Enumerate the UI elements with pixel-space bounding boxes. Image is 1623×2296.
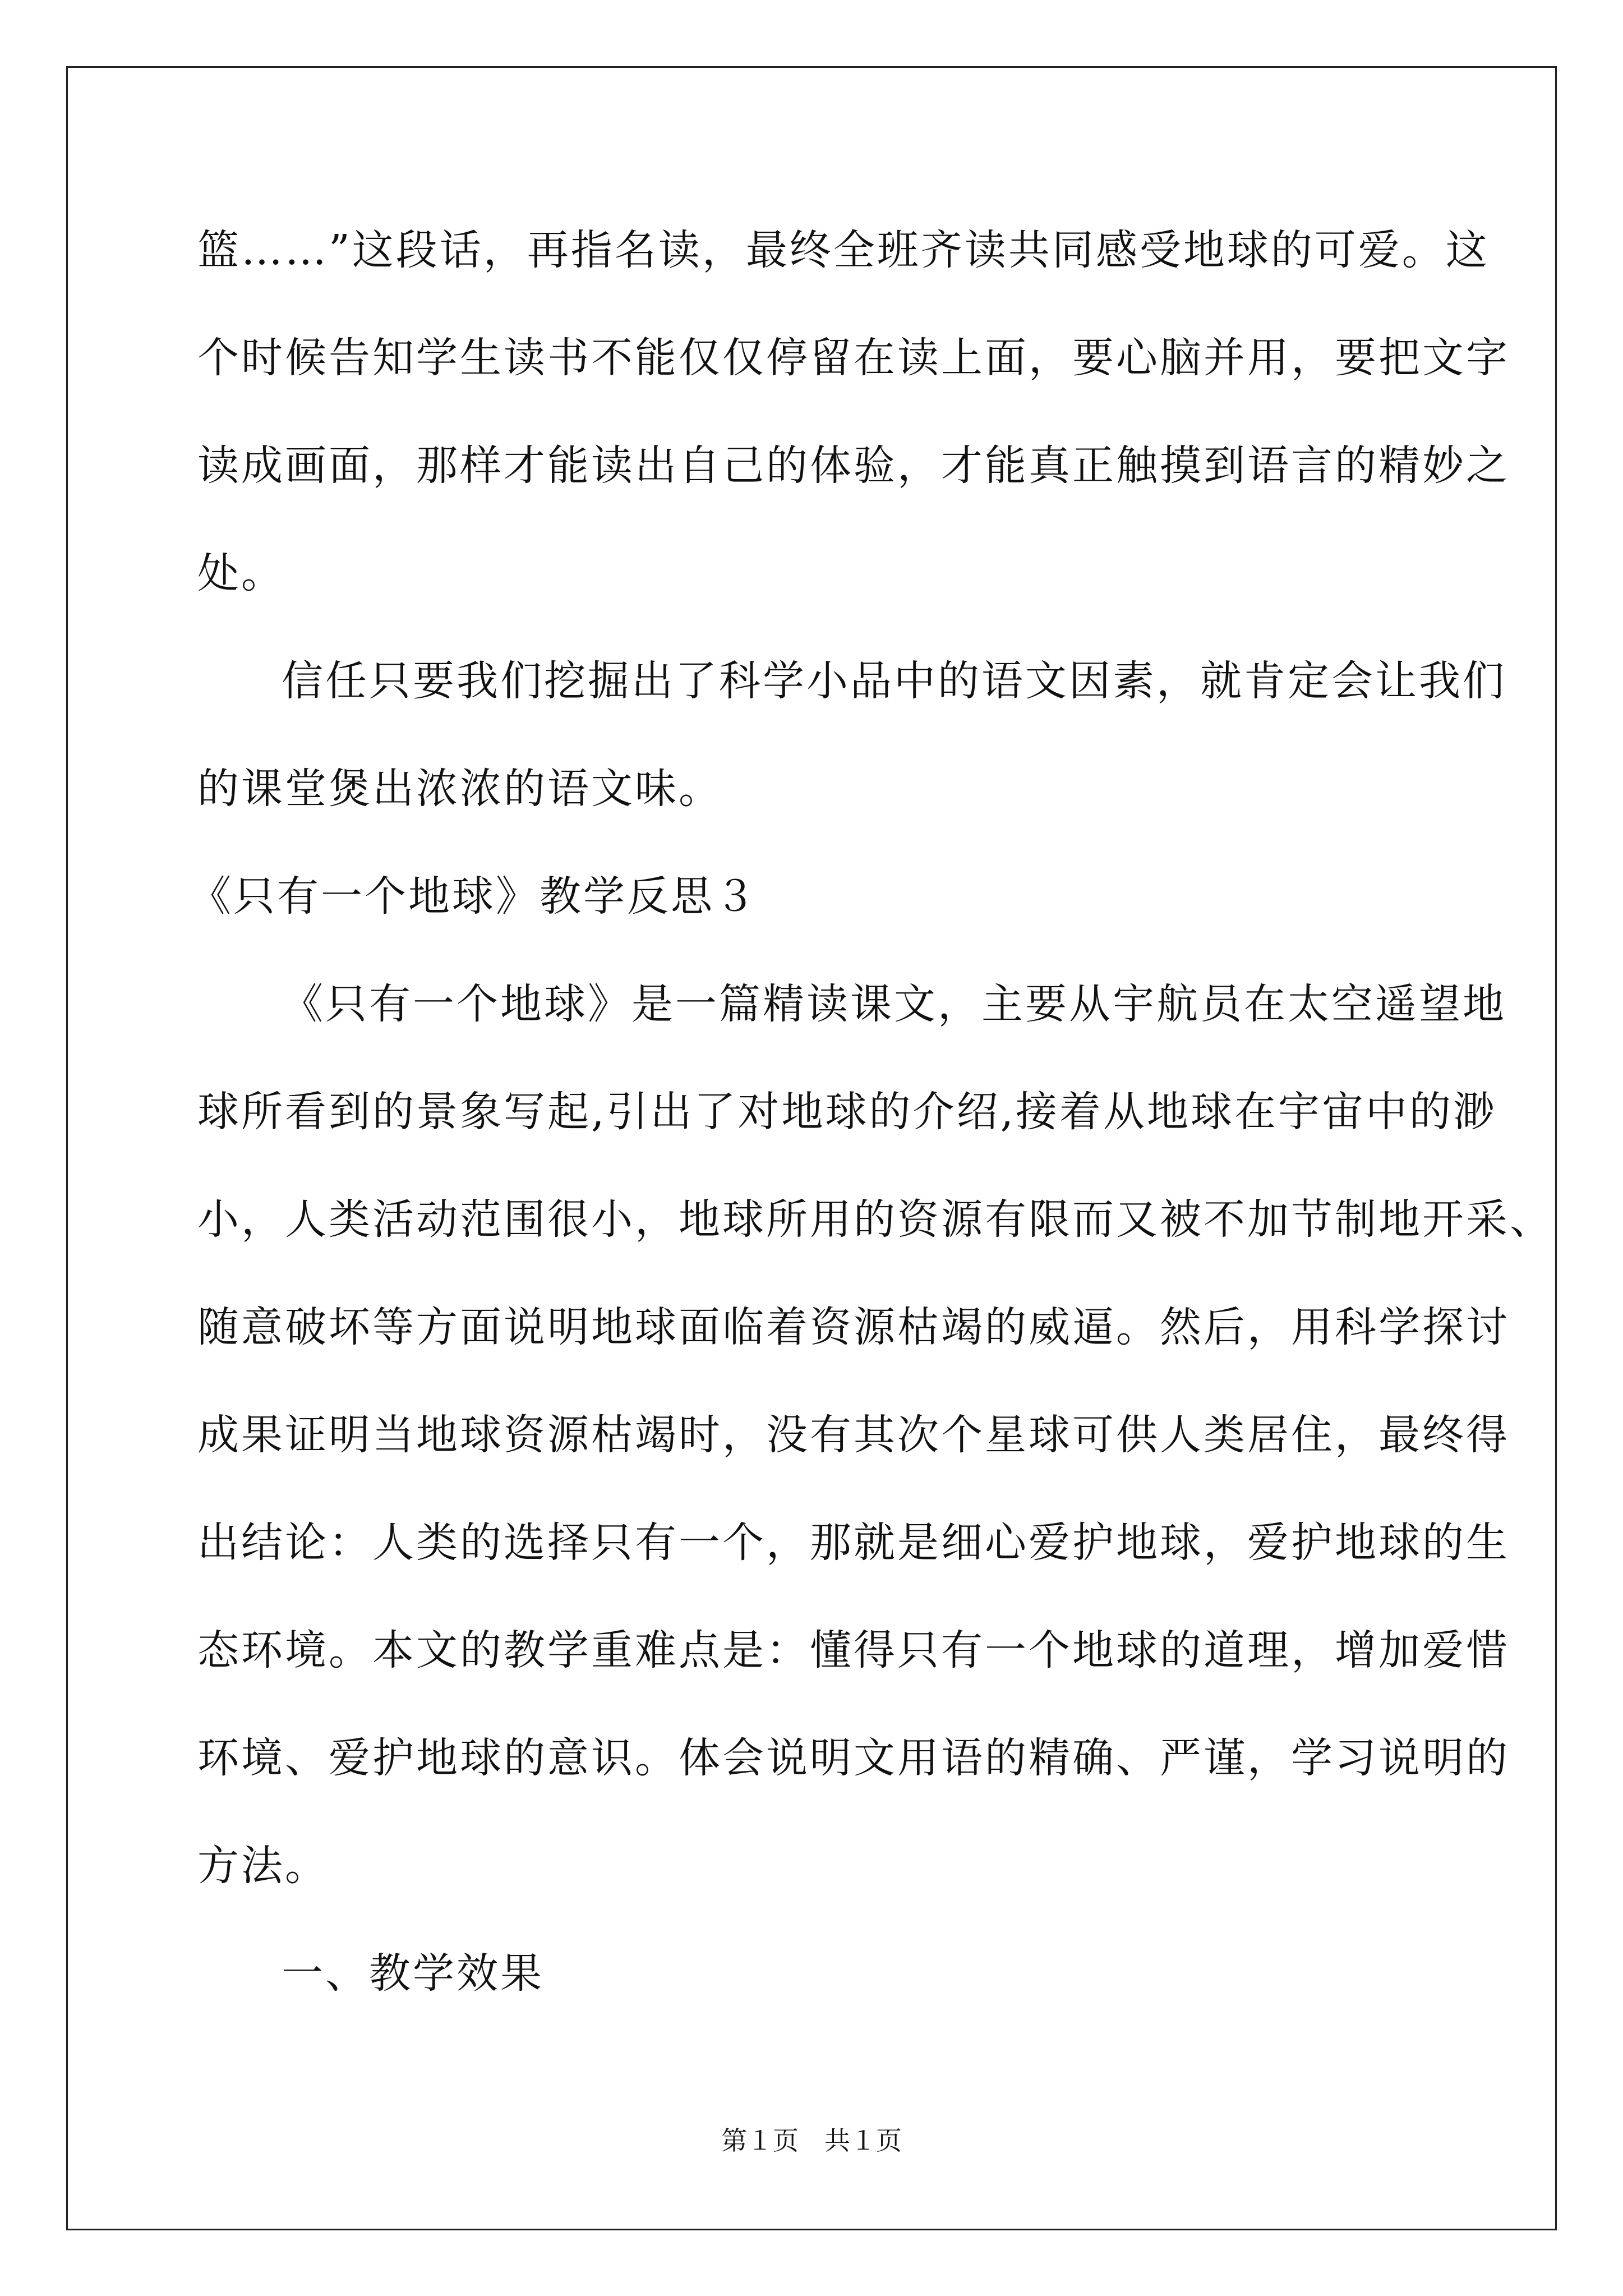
text-line: 小，人类活动范围很小，地球所用的资源有限而又被不加节制地开采、	[197, 1195, 1553, 1244]
text-line: 篮……”这段话，再指名读，最终全班齐读共同感受地球的可爱。这	[197, 226, 1490, 274]
text-line: 成果证明当地球资源枯竭时，没有其次个星球可供人类居住，最终得	[197, 1411, 1510, 1459]
section-heading: 《只有一个地球》教学反思３	[190, 872, 758, 921]
text-line: 的课堂煲出浓浓的语文味。	[197, 765, 722, 813]
page-footer: 第１页 共１页	[721, 2125, 902, 2156]
text-line: 球所看到的景象写起,引出了对地球的介绍,接着从地球在宇宙中的渺	[197, 1088, 1497, 1136]
text-line: 随意破坏等方面说明地球面临着资源枯竭的威逼。然后，用科学探讨	[197, 1303, 1510, 1351]
text-line: 读成画面，那样才能读出自己的体验，才能真正触摸到语言的精妙之	[197, 441, 1510, 490]
text-line: 方法。	[197, 1842, 329, 1890]
text-line: 个时候告知学生读书不能仅仅停留在读上面，要心脑并用，要把文字	[197, 334, 1510, 382]
text-line: 态环境。本文的教学重难点是：懂得只有一个地球的道理，增加爱惜	[197, 1626, 1510, 1674]
text-line: 出结论：人类的选择只有一个，那就是细心爱护地球，爱护地球的生	[197, 1519, 1510, 1567]
text-line: 环境、爱护地球的意识。体会说明文用语的精确、严谨，学习说明的	[197, 1734, 1510, 1782]
text-line: 处。	[197, 549, 285, 597]
subsection-heading: 一、教学效果	[282, 1949, 544, 1998]
text-line: 《只有一个地球》是一篇精读课文，主要从宇航员在太空遥望地	[282, 980, 1506, 1028]
text-line: 信任只要我们挖掘出了科学小品中的语文因素，就肯定会让我们	[282, 657, 1506, 705]
